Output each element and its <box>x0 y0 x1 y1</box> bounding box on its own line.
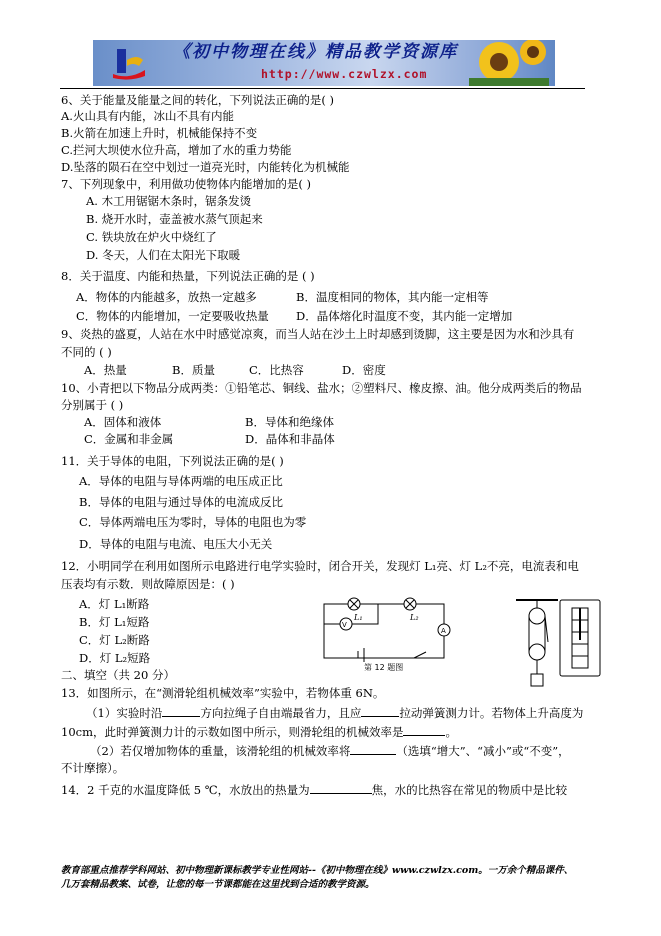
q11-option-d: D．导体的电阻与电流、电压大小无关 <box>79 537 273 551</box>
q9-option-a: A．热量 <box>84 363 127 377</box>
question-6: 6、关于能量及能量之间的转化，下列说法正确的是( ) <box>61 93 334 107</box>
header-divider <box>60 88 585 89</box>
q6-option-b: B.火箭在加速上升时，机械能保持不变 <box>61 126 258 140</box>
q13-part2-cont: 不计摩擦）。 <box>61 761 125 775</box>
q7-option-d: D. 冬天，人们在太阳光下取暖 <box>86 248 241 262</box>
lamp-l2-label: L₂ <box>410 613 419 622</box>
q7-option-b: B. 烧开水时，壶盖被水蒸气顶起来 <box>86 212 263 226</box>
sunflower-image-icon <box>469 40 549 86</box>
q8-option-c: C．物体的内能增加，一定要吸收热量 <box>76 309 269 323</box>
q11-option-a: A．导体的电阻与导体两端的电压成正比 <box>79 474 283 488</box>
q7-option-a: A. 木工用锯锯木条时，锯条发烫 <box>86 194 252 208</box>
q9-option-b: B．质量 <box>172 363 215 377</box>
q13-blank-2[interactable] <box>361 704 399 717</box>
q13-part2-text-b: （选填“增大”、“减小”或“不变”， <box>396 744 570 758</box>
q7-option-c: C. 铁块放在炉火中烧红了 <box>86 230 217 244</box>
page-footer <box>61 864 601 892</box>
q9-option-c: C．比热容 <box>249 363 304 377</box>
lamp-l1-label: L₁ <box>354 613 363 622</box>
q13-part1 <box>86 704 583 721</box>
q8-option-b: B．温度相同的物体，其内能一定相等 <box>296 290 489 304</box>
q14-blank-1[interactable] <box>310 781 372 794</box>
question-7: 7、下列现象中，利用做功使物体内能增加的是( ) <box>61 177 311 191</box>
q12-option-b: B．灯 L₁短路 <box>79 615 150 629</box>
q13-part1-text-c: 拉动弹簧测力计。若物体上升高度为 <box>399 706 584 720</box>
question-10: 10、小青把以下物品分成两类：①铅笔芯、铜线、盐水；②塑料尺、橡皮擦、油。他分成两类后的物品 <box>61 381 582 395</box>
q13-blank-3[interactable] <box>403 723 445 736</box>
footer-line-1: 教育部重点推荐学科网站、初中物理新课标教学专业性网站--《初中物理在线》www.czwlzx.com。一万余个精品课件、 <box>61 865 574 876</box>
q10-option-c: C．金属和非金属 <box>84 432 174 446</box>
q11-option-c: C．导体两端电压为零时，导体的电阻也为零 <box>79 515 307 529</box>
q9-option-d: D．密度 <box>342 363 386 377</box>
question-11: 11．关于导体的电阻，下列说法正确的是( ) <box>61 454 284 468</box>
question-9-cont: 不同的 ( ) <box>61 345 112 359</box>
q13-blank-4[interactable] <box>350 742 396 755</box>
q10-option-b: B．导体和绝缘体 <box>245 415 334 429</box>
q12-option-c: C．灯 L₂断路 <box>79 633 150 647</box>
banner-url[interactable]: http://www.czwlzx.com <box>261 67 428 81</box>
q14-text-b: 焦，水的比热容在常见的物质中是比较 <box>371 783 568 797</box>
svg-text:A: A <box>441 627 446 635</box>
question-8: 8．关于温度、内能和热量，下列说法正确的是 ( ) <box>61 269 315 283</box>
question-10-cont: 分别属于 ( ) <box>61 398 124 412</box>
q6-option-c: C.拦河大坝使水位升高，增加了水的重力势能 <box>61 143 292 157</box>
question-12-cont: 压表均有示数．则故障原因是：( ) <box>61 577 235 591</box>
q13-part1-cont <box>61 723 457 740</box>
q13-part2-text-a: （2）若仅增加物体的重量，该滑轮组的机械效率将 <box>90 744 351 758</box>
q8-option-a: A．物体的内能越多，放热一定越多 <box>76 290 257 304</box>
q13-part1-cont-text-b: 。 <box>445 725 457 739</box>
circuit-caption: 第 12 题图 <box>364 663 404 672</box>
q6-option-a: A.火山具有内能，冰山不具有内能 <box>61 109 234 123</box>
site-logo-icon <box>109 46 149 80</box>
section-2-heading: 二、填空（共 20 分） <box>61 668 175 682</box>
q13-part1-text-b: 方向拉绳子自由端最省力，且应 <box>200 706 362 720</box>
question-13: 13．如图所示，在“测滑轮组机械效率”实验中，若物体重 6N。 <box>61 686 385 700</box>
q8-option-d: D．晶体熔化时温度不变，其内能一定增加 <box>296 309 513 323</box>
banner-title: 《初中物理在线》精品教学资源库 <box>173 42 458 62</box>
q13-part1-cont-text-a: 10cm，此时弹簧测力计的示数如图中所示，则滑轮组的机械效率是 <box>61 725 404 739</box>
q6-option-d: D.坠落的陨石在空中划过一道亮光时，内能转化为机械能 <box>61 160 350 174</box>
q12-option-a: A．灯 L₁断路 <box>79 597 150 611</box>
q13-part2 <box>90 742 570 759</box>
footer-line-2: 几万套精品教案、试卷，让您的每一节课都能在这里找到合适的教学资源。 <box>61 879 375 890</box>
question-14 <box>61 781 567 798</box>
q10-option-a: A．固体和液体 <box>84 415 162 429</box>
q12-option-d: D．灯 L₂短路 <box>79 651 151 665</box>
q14-text-a: 14．2 千克的水温度降低 5 ℃，水放出的热量为 <box>61 783 310 797</box>
q11-option-b: B．导体的电阻与通过导体的电流成反比 <box>79 495 283 509</box>
svg-text:V: V <box>342 621 347 629</box>
circuit-diagram <box>318 594 468 674</box>
question-12: 12．小明同学在利用如图所示电路进行电学实验时，闭合开关，发现灯 L₁亮、灯 L₂不亮，电流表和电 <box>61 559 579 573</box>
header-banner <box>93 40 555 86</box>
q13-part1-text-a: （1）实验时沿 <box>86 706 163 720</box>
q13-blank-1[interactable] <box>162 704 200 717</box>
question-9: 9、炎热的盛夏，人站在水中时感觉凉爽，而当人站在沙土上时却感到烫脚，这主要是因为水和沙具有 <box>61 327 575 341</box>
q10-option-d: D．晶体和非晶体 <box>245 432 335 446</box>
pulley-diagram <box>510 596 610 688</box>
